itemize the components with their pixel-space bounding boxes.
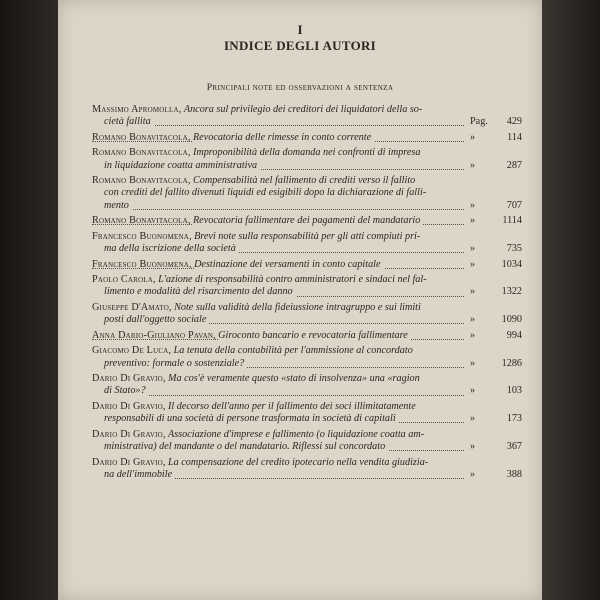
- left-dark-background: [0, 0, 58, 600]
- entry-title-line: cietà fallita: [104, 116, 154, 127]
- index-subtitle: Principali note ed osservazioni a sentenza: [206, 83, 394, 93]
- page-number: 388: [506, 468, 522, 480]
- entry-author: Giacomo De Luca: [92, 345, 169, 357]
- index-entry: Dario Di Gravio, Associazione d'imprese e fallimento (o liquidazione coatta am- ministrativa) del mandante o del mandatario. Riflessi sul concordato » 367: [92, 428, 522, 452]
- entry-title-line: in liquidazione coatta amministrativa: [104, 160, 260, 171]
- dot-leader: [104, 395, 464, 396]
- index-entry: Romano Bonavitacola, Revocatoria fallimentare dei pagamenti del mandatario » 1114: [92, 215, 522, 227]
- page-number: 1090: [501, 314, 522, 326]
- entry-title-line: Revocatoria delle rimesse in conto corrente: [193, 132, 374, 143]
- page-number: 103: [506, 385, 522, 397]
- entry-title-line: di Stato»?: [104, 385, 149, 396]
- entry-title-line: Giroconto bancario e revocatoria fallimentare: [218, 330, 411, 341]
- entry-title-line: Associazione d'imprese e fallimento (o liquidazione coatta am-: [167, 428, 425, 440]
- index-entry: Romano Bonavitacola, Revocatoria delle rimesse in conto corrente » 114: [92, 131, 522, 143]
- page-reference: [466, 132, 522, 144]
- page-reference: [466, 413, 522, 425]
- entry-author: Anna Dario-Giuliano Pavan: [92, 329, 214, 341]
- page-number: 735: [506, 242, 522, 254]
- index-entry: Anna Dario-Giuliano Pavan, Giroconto bancario e revocatoria fallimentare » 994: [92, 329, 522, 341]
- book-page: [58, 0, 542, 600]
- page-reference: [466, 441, 522, 453]
- entry-author: Romano Bonavitacola: [92, 131, 188, 143]
- entry-title-line: Improponibilità della domanda nei confronti di impresa: [192, 147, 421, 159]
- page-prefix: »: [470, 286, 476, 298]
- entry-title-line: Brevi note sulla responsabilità per gli atti compiuti pri-: [194, 230, 421, 242]
- page-reference: [466, 259, 522, 271]
- page-number: 1114: [502, 215, 522, 227]
- section-numeral: I: [297, 22, 303, 37]
- index-entry: Paolo Carola, L'azione di responsabilità contro amministratori e sindaci nel fal- limento e modalità del risarcimento del danno » 1322: [92, 274, 522, 298]
- entry-title-line: Note sulla validità della fideiussione intragruppo e sui limiti: [174, 301, 421, 313]
- entry-title-line: ma della iscrizione della società: [104, 243, 239, 254]
- index-entry: Dario Di Gravio, Il decorso dell'anno per il fallimento dei soci illimitatamente responsabili di una società di persone trasformata in società di capitali » 173: [92, 400, 522, 425]
- index-entry: Romano Bonavitacola, Improponibilità della domanda nei confronti di impresa in liquidazione coatta amministrativa » 287: [92, 147, 522, 171]
- entry-author: Massimo Apromolla: [92, 104, 179, 115]
- page-number: 287: [506, 159, 522, 171]
- entry-title-line: posti dall'oggetto sociale: [104, 314, 209, 325]
- entry-author: Romano Bonavitacola: [92, 175, 188, 187]
- entry-title-line: Destinazione dei versamenti in conto capitale: [194, 259, 383, 270]
- page-number: 367: [506, 440, 522, 452]
- dot-leader: [104, 125, 464, 126]
- page-prefix: »: [470, 199, 476, 211]
- page-number: 173: [506, 413, 522, 425]
- page-prefix: »: [470, 385, 476, 397]
- page-number: 429: [506, 116, 522, 128]
- index-entry: Romano Bonavitacola, Compensabilità nel fallimento di crediti verso il fallito con crediti del fallito divenuti liquidi ed esigibili dopo la dichiarazione di falli- mento » 707: [92, 175, 522, 211]
- entry-title-line: La tenuta della contabilità per l'ammissione al concordato: [173, 345, 413, 357]
- index-entry: Giuseppe D'Amato, Note sulla validità della fideiussione intragruppo e sui limiti posti dall'oggetto sociale » 1090: [92, 301, 522, 326]
- page-prefix: »: [470, 468, 476, 480]
- page-reference: [466, 286, 522, 298]
- entry-title-line: ministrativa) del mandante o del mandatario. Riflessi sul concordato: [104, 441, 388, 452]
- entry-title-line: con crediti del fallito divenuti liquidi ed esigibili dopo la dichiarazione di falli-: [104, 187, 427, 199]
- index-entry: Massimo Apromolla, Ancora sul privilegio dei creditori dei liquidatori della so- cietà fallita Pag. 429: [92, 104, 522, 128]
- entry-author: Dario Di Gravio: [92, 400, 163, 412]
- page-reference: [466, 330, 522, 342]
- page-number: 1322: [501, 286, 522, 298]
- entry-title-line: La compensazione del credito ipotecario nella vendita giudizia-: [167, 456, 429, 468]
- entry-title-line: Compensabilità nel fallimento di crediti verso il fallito: [192, 175, 416, 187]
- page-prefix: »: [470, 329, 476, 341]
- entry-author: Dario Di Gravio: [92, 428, 163, 440]
- page-reference: [466, 469, 522, 481]
- entry-author: Francesco Buonomena: [92, 258, 189, 270]
- page-reference: [466, 215, 522, 227]
- page-reference: [466, 358, 522, 370]
- index-entry: Francesco Buonomena, Brevi note sulla responsabilità per gli atti compiuti pri- ma della iscrizione della società » 735: [92, 230, 522, 254]
- page-reference: [466, 200, 522, 212]
- index-title: INDICE DEGLI AUTORI: [223, 38, 377, 53]
- page-prefix: »: [470, 314, 476, 326]
- page-prefix: »: [470, 357, 476, 369]
- entry-author: Dario Di Gravio: [92, 456, 163, 468]
- page-number: 1034: [501, 258, 522, 270]
- entry-title-line: na dell'immobile: [104, 469, 175, 480]
- entry-author: Paolo Carola: [92, 274, 153, 286]
- entry-title-line: Il decorso dell'anno per il fallimento dei soci illimitatamente: [167, 400, 416, 412]
- page-number: 114: [507, 131, 522, 143]
- index-entries: [92, 104, 522, 484]
- entry-title-line: responsabili di una società di persone trasformata in società di capitali: [104, 413, 399, 424]
- page-reference: [466, 385, 522, 397]
- page-number: 707: [506, 199, 522, 211]
- index-entry: Dario Di Gravio, Ma cos'è veramente questo «stato di insolvenza» una «ragion di Stato»? » 103: [92, 373, 522, 397]
- index-entry: Giacomo De Luca, La tenuta della contabilità per l'ammissione al concordato preventivo: formale o sostenziale? » 1286: [92, 345, 522, 369]
- right-dark-background: [542, 0, 600, 600]
- page-reference: [466, 314, 522, 326]
- page-prefix: »: [470, 413, 476, 425]
- entry-title-line: Revocatoria fallimentare dei pagamenti del mandatario: [193, 215, 423, 226]
- entry-author: Giuseppe D'Amato: [92, 301, 169, 313]
- page-prefix: »: [470, 159, 476, 171]
- index-entry: Dario Di Gravio, La compensazione del credito ipotecario nella vendita giudizia- na dell'immobile » 388: [92, 456, 522, 480]
- index-entry: Francesco Buonomena, Destinazione dei versamenti in conto capitale » 1034: [92, 258, 522, 270]
- entry-title-line: Ma cos'è veramente questo «stato di insolvenza» una «ragion: [167, 373, 420, 385]
- page-prefix: »: [470, 258, 476, 270]
- page-prefix: »: [470, 242, 476, 254]
- entry-title-line: mento: [104, 200, 132, 211]
- page-prefix: »: [470, 440, 476, 452]
- entry-author: Romano Bonavitacola: [92, 147, 188, 159]
- entry-title-line: preventivo: formale o sostenziale?: [104, 358, 247, 369]
- entry-title-line: L'azione di responsabilità contro amministratori e sindaci nel fal-: [158, 274, 427, 286]
- page-reference: [466, 243, 522, 255]
- entry-author: Romano Bonavitacola: [92, 215, 188, 227]
- page-reference: [466, 116, 522, 128]
- page-prefix: »: [470, 131, 476, 143]
- page-number: 994: [506, 329, 522, 341]
- dot-leader: [104, 209, 464, 210]
- entry-author: Francesco Buonomena: [92, 230, 189, 242]
- page-reference: [466, 160, 522, 172]
- entry-title-line: Ancora sul privilegio dei creditori dei liquidatori della so-: [183, 104, 423, 115]
- page-number: 1286: [501, 357, 522, 369]
- entry-author: Dario Di Gravio: [92, 373, 163, 385]
- entry-title-line: limento e modalità del risarcimento del danno: [104, 286, 296, 297]
- page-prefix: Pag.: [470, 116, 488, 128]
- page-prefix: »: [470, 215, 476, 227]
